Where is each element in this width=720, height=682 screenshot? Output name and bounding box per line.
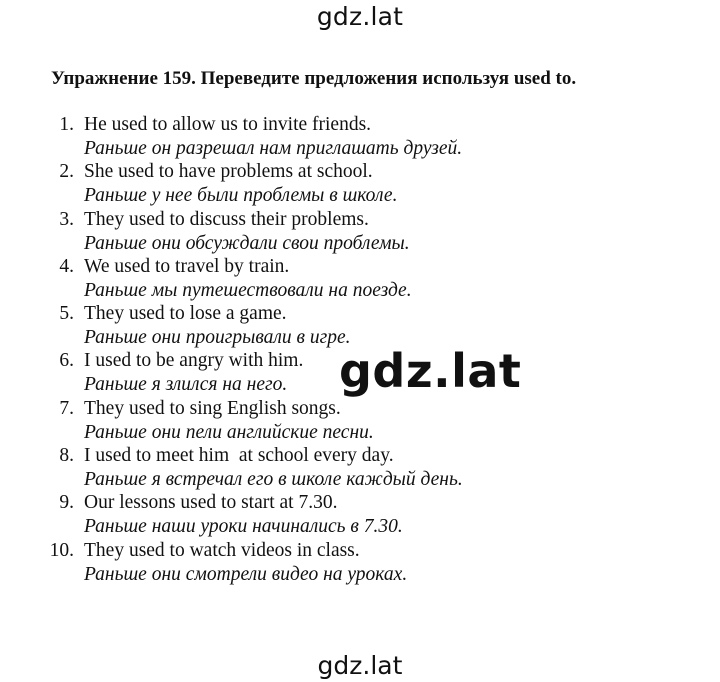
item-number: 10. [49,539,74,561]
item-number: 7. [59,397,74,419]
english-sentence: They used to watch videos in class. [84,539,360,561]
english-sentence: They used to lose a game. [84,303,287,325]
english-sentence: I used to be angry with him. [84,350,304,372]
item-number: 5. [59,303,74,325]
item-number: 1. [59,114,74,135]
russian-translation: Раньше он разрешал нам приглашать друзей. [84,138,463,159]
russian-translation: Раньше наши уроки начинались в 7.30. [84,516,403,538]
item-number: 2. [59,161,74,183]
english-sentence: I used to meet him at school every day. [84,445,394,467]
english-sentence: They used to sing English songs. [84,397,341,419]
russian-translation: Раньше у нее были проблемы в школе. [84,185,398,207]
russian-translation: Раньше мы путешествовали на поезде. [84,279,412,301]
item-number: 4. [59,255,74,277]
item-number: 3. [59,208,74,230]
watermark-bottom: gdz.lat [317,651,403,680]
english-sentence: He used to allow us to invite friends. [84,114,372,135]
exercise-heading: Упражнение 159. Переведите предложения используя used to. [51,68,577,89]
watermark-center: gdz.lat [339,344,522,398]
russian-translation: Раньше я встречал его в школе каждый день. [84,469,463,491]
english-sentence: Our lessons used to start at 7.30. [84,492,338,514]
watermark-top: gdz.lat [316,2,404,31]
item-number: 9. [59,492,74,514]
russian-translation: Раньше они пели английские песни. [84,421,374,443]
russian-translation: Раньше я злился на него. [84,374,288,396]
english-sentence: We used to travel by train. [84,255,290,277]
item-number: 6. [59,350,74,372]
russian-translation: Раньше они обсуждали свои проблемы. [84,232,410,254]
russian-translation: Раньше они смотрели видео на уроках. [84,563,408,585]
english-sentence: They used to discuss their problems. [84,208,369,230]
english-sentence: She used to have problems at school. [84,161,373,183]
russian-translation: Раньше они проигрывали в игре. [84,327,351,349]
item-number: 8. [59,445,74,467]
